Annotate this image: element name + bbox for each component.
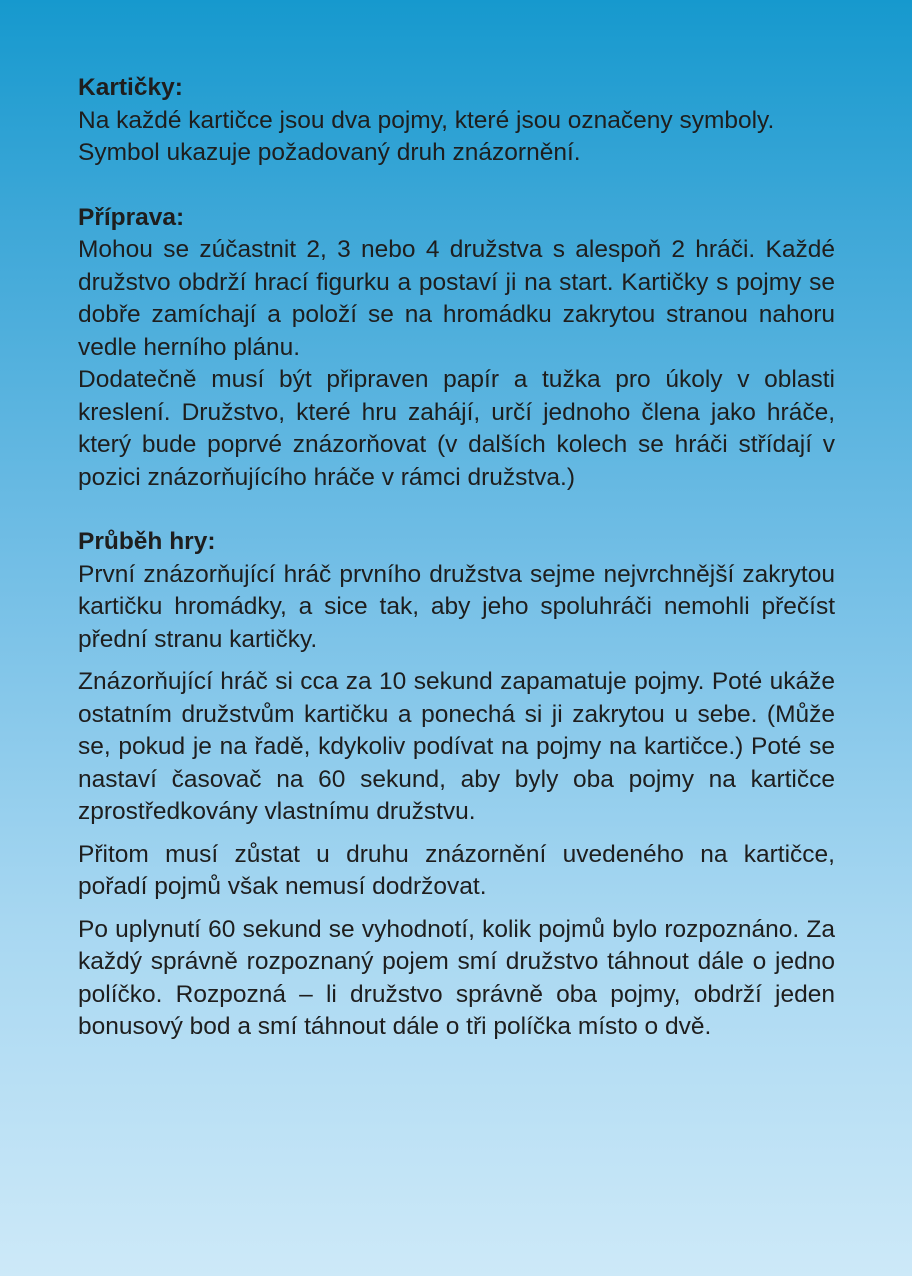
section-heading-gameplay: Průběh hry:: [78, 528, 216, 555]
paragraph: První znázorňující hráč prvního družstva sejme nejvrchnější zakrytou kartičku hromádky, a sice tak, aby jeho spoluhráči nemohli přečíst přední stranu kartičky.: [78, 560, 835, 653]
paragraph: Dodatečně musí být připraven papír a tužka pro úkoly v oblasti kreslení. Družstvo, které hru zahájí, určí jednoho člena jako hráče, který bude poprvé znázorňovat (v dalších kolech se hráči střídají v pozici znázorňujícího hráče v rámci družstva.): [78, 366, 835, 491]
paragraph: Znázorňující hráč si cca za 10 sekund zapamatuje pojmy. Poté ukáže ostatním družstvům kartičku a ponechá si ji zakrytou u sebe. (Může se, pokud je na řadě, kdykoliv podívat na pojmy na kartičce.) Poté se nastaví časovač na 60 sekund, aby byly oba pojmy na kartičce zprostředkovány vlastnímu družstvu.: [78, 668, 835, 825]
paragraph: Mohou se zúčastnit 2, 3 nebo 4 družstva s alespoň 2 hráči. Každé družstvo obdrží hrací figurku a postaví ji na start. Kartičky s pojmy se dobře zamíchají a položí se na hromádku zakrytou stranou nahoru vedle herního plánu.: [78, 236, 835, 361]
spacer: [78, 829, 835, 839]
paragraph: Po uplynutí 60 sekund se vyhodnotí, kolik pojmů bylo rozpoznáno. Za každý správně rozpoznaný pojem smí družstvo táhnout dále o jedno políčko. Rozpozná – li družstvo správně oba pojmy, obdrží jeden bonusový bod a smí táhnout dále o tři políčka místo o dvě.: [78, 915, 835, 1040]
section-gameplay: [78, 526, 835, 1044]
spacer: [78, 170, 835, 202]
spacer: [78, 656, 835, 666]
section-preparation: [78, 202, 835, 495]
section-heading-cards: Kartičky:: [78, 74, 183, 101]
spacer: [78, 494, 835, 526]
rules-page: [78, 72, 835, 1044]
paragraph: Přitom musí zůstat u druhu znázornění uvedeného na kartičce, pořadí pojmů však nemusí dodržovat.: [78, 840, 835, 900]
spacer: [78, 904, 835, 914]
paragraph: Na každé kartičce jsou dva pojmy, které jsou označeny symboly. Symbol ukazuje požadovaný druh znázornění.: [78, 106, 775, 166]
section-heading-preparation: Příprava:: [78, 203, 185, 231]
section-cards: [78, 72, 835, 170]
